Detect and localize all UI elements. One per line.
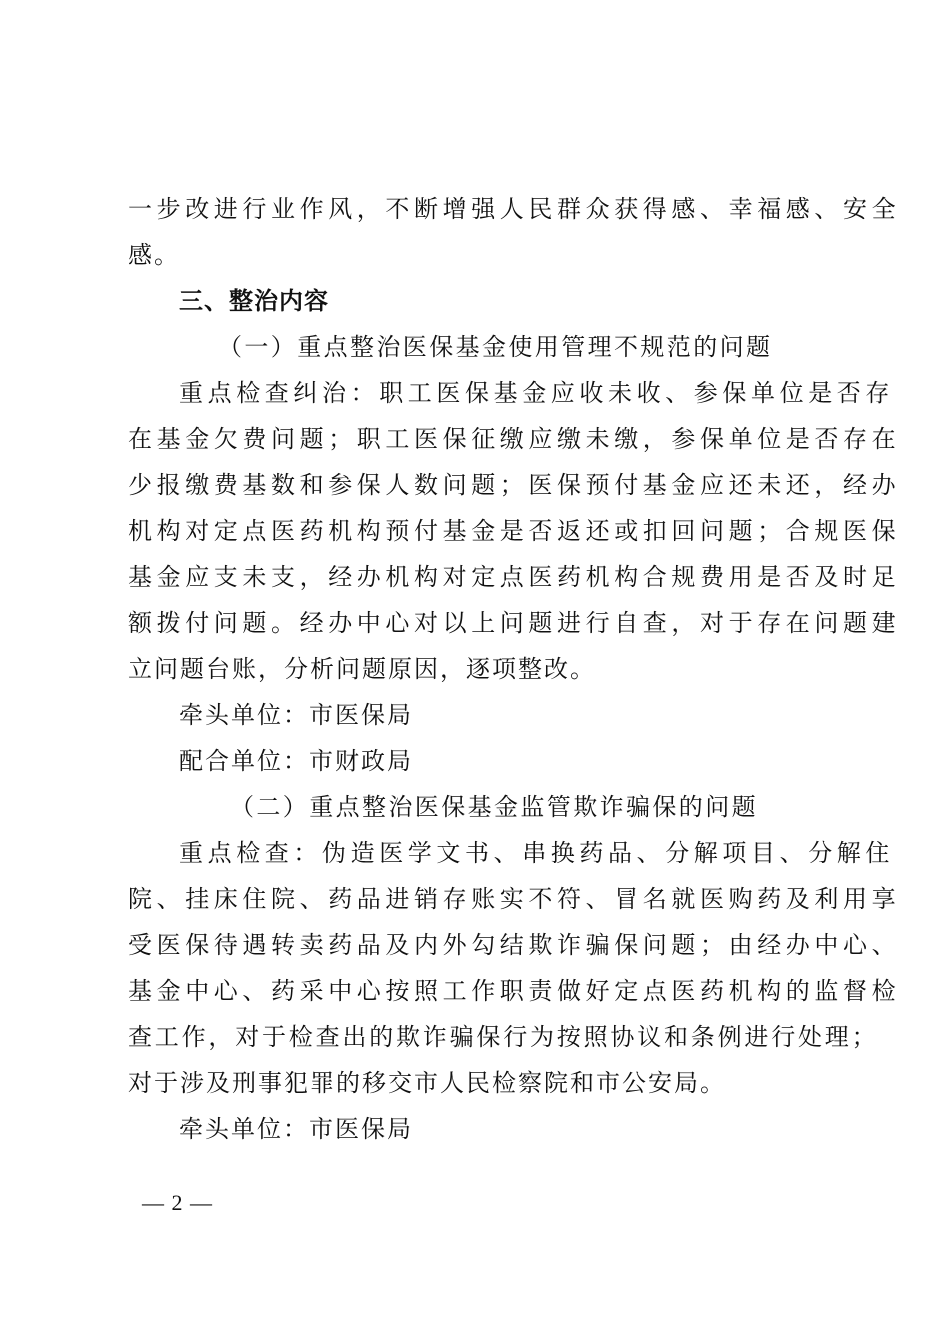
paragraph-line: 查工作，对于检查出的欺诈骗保行为按照协议和条例进行处理； [128,1023,879,1051]
lead-unit-line: 牵头单位：市医保局 [179,701,413,729]
paragraph-line: 重点检查纠治：职工医保基金应收未收、参保单位是否存 [179,379,894,407]
paragraph-line: 重点检查：伪造医学文书、串换药品、分解项目、分解住 [179,839,894,867]
section-heading: 三、整治内容 [179,286,329,315]
page-number: — 2 — [142,1190,213,1215]
subsection-heading: （二）重点整治医保基金监管欺诈骗保的问题 [230,793,758,821]
paragraph-line: 受医保待遇转卖药品及内外勾结欺诈骗保问题；由经办中心、 [128,931,901,959]
paragraph-line: 一步改进行业作风，不断增强人民群众获得感、幸福感、安全 [128,195,901,223]
paragraph-line: 基金应支未支，经办机构对定点医药机构合规费用是否及时足 [128,563,901,591]
lead-unit-line: 牵头单位：市医保局 [179,1115,413,1143]
paragraph-line: 对于涉及刑事犯罪的移交市人民检察院和市公安局。 [128,1069,726,1097]
paragraph-line: 院、挂床住院、药品进销存账实不符、冒名就医购药及利用享 [128,885,901,913]
paragraph-line: 机构对定点医药机构预付基金是否返还或扣回问题；合规医保 [128,517,901,545]
paragraph-line: 基金中心、药采中心按照工作职责做好定点医药机构的监督检 [128,977,901,1005]
paragraph-line: 立问题台账，分析问题原因，逐项整改。 [128,655,596,683]
paragraph-line: 感。 [128,241,180,269]
paragraph-line: 在基金欠费问题；职工医保征缴应缴未缴，参保单位是否存在 [128,425,901,453]
cooperating-unit-line: 配合单位：市财政局 [179,747,413,775]
paragraph-line: 少报缴费基数和参保人数问题；医保预付基金应还未还，经办 [128,471,901,499]
paragraph-line: 额拨付问题。经办中心对以上问题进行自查，对于存在问题建 [128,609,901,637]
subsection-heading: （一）重点整治医保基金使用管理不规范的问题 [218,333,773,361]
